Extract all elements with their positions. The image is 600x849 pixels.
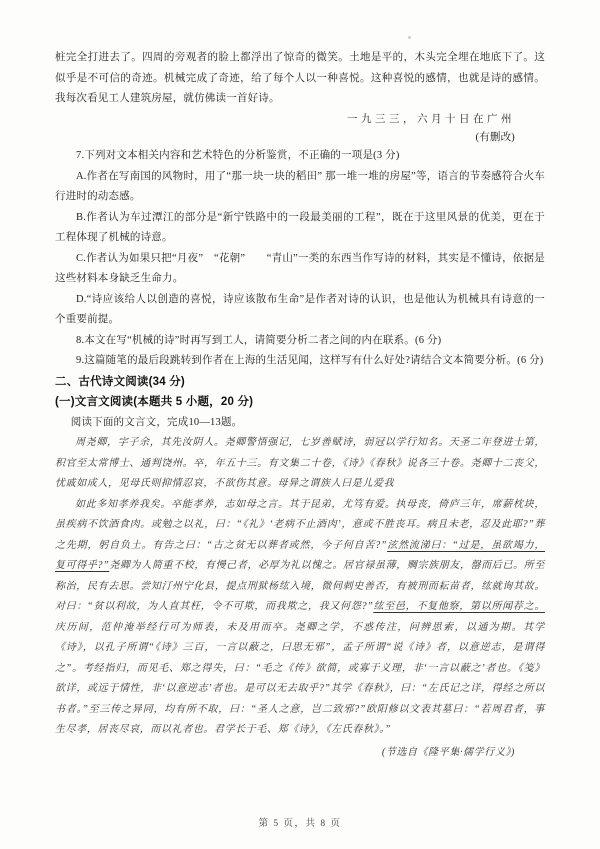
question-7-option-d: D.“诗应该给人以创造的喜悦，诗应该散布生命”是作者对诗的认识，也是他认为机械具有诗意的一个重要前提。 [55, 293, 545, 325]
passage-segment-3: 庆历间，范仲淹举经行可为师表，未及用而卒。尧卿之学，不惑传注，问辨思索，以通为期。其学《诗》，以孔子所谓“《诗》三百，一言以蔽之，曰思无邪”，孟子所谓“说《诗》者，以意逆志，是谓得之”。考经指归，而见毛、郑之得失，曰：“毛之《传》欲简，或寡于义理，非‘一言以蔽之’者也。《笺》欲详，或远于情性，非‘以意逆志’者也。是可以无去取乎?”其学《春秋》，曰：“左氏记之详，得经之所以书者。”至三传之异同，均有所不取，曰：“圣人之意，岂二致邪?”欧阳修以文表其墓曰：“若周君者，事生尽孝，居丧尽哀，而以礼者也。君学长于毛、郑《诗》，《左氏春秋》。” [55, 621, 545, 735]
section-two-heading: 二、古代诗文阅读(34 分) [55, 375, 185, 388]
passage-segment-1: 如此多知孝养我矣。卒能孝养，志如母之言。其于昆弟，尤笃有爱。执母丧，倚庐三年，席薪枕块，虽疾病不饮酒食肉。或勉之以礼，曰：“《礼》‘老病不止酒肉’，意或不胜丧耳。病且未老，忍及此耶?”葬之先期，躬自负土。有告之曰：“古之贫无以葬者或然，今子何自苦?” [55, 498, 545, 551]
question-7-option-a: A.作者在写南国的风物时，用了“那一块一块的稻田” 那一堆一堆的房屋”等，语言的节奏感符合火车行进时的动态感。 [55, 170, 545, 202]
question-7-option-c: C.作者认为如果只把“月夜” “花朝” “青山”一类的东西当作写诗的材料，其实是不懂诗，依据是这些材料本身缺乏生命力。 [55, 252, 545, 284]
page-content [55, 48, 545, 763]
reading-instruction: 阅读下面的文言文，完成10—13题。 [70, 416, 243, 428]
essay-continuation-paragraph: 桩完全打进去了。四周的旁观者的脸上都浮出了惊奇的微笑。土地是平的，木头完全埋在地底下了。这似乎是不可信的奇迹。机械完成了奇迹，给了每个人以一种喜悦。这种喜悦的感情，也就是诗的感情。我每次看见工人建筑房屋，就仿佛读一首好诗。 [55, 52, 545, 104]
classical-passage [55, 433, 545, 763]
classical-passage-paragraph-1: 周尧卿，字子余，其先汝阴人。尧卿警悟强记，七岁善赋诗，弱冠以学行知名。天圣二年登进士第，积官至太常博士、通判饶州。卒，年五十三。有文集二十卷，《诗》《春秋》说各三十卷。尧卿十二丧父，忧戚如成人，见母氏则抑情忍哀，不欲伤其意。母异之谓族人曰是儿爱我 [55, 437, 545, 489]
essay-edit-note: (有删改) [475, 132, 515, 143]
section-two-subheading: (一)文言文阅读(本题共 5 小题，20 分) [55, 396, 254, 408]
essay-date-line: 一九三三，六月十日在广州 [347, 113, 515, 125]
question-7-stem: 7.下列对文本相关内容和艺术特色的分析鉴赏，不正确的一项是(3 分) [76, 150, 400, 161]
passage-underlined-segment-1: 泫然流涕曰：“过是，虽欲竭力，复可得乎?” [55, 539, 545, 571]
passage-segment-2: 尧卿为人简重不校，有慢己者，必厚为礼以愧之。居官禄虽薄，赒宗族朋友，罄而后已。所至称治，民有去思。尝知汀州宁化县，提点刑狱杨纮入境，微伺刺史善否，有被刑而耘苗者，纮就询其故。对曰：“贫以利故，为人直其枉，令不可欺，而我欺之，我又何怨?” [55, 560, 545, 612]
question-9: 9.这篇随笔的最后段跳转到作者在上海的生活见闻，这样写有什么好处?请结合文本简要分析。(6 分) [76, 355, 544, 366]
scan-artifact-dot [408, 36, 411, 39]
page-footer: 第 5 页，共 8 页 [258, 819, 342, 829]
passage-underlined-segment-2: 纮至邑，不复他察，第以所闻荐之。 [373, 601, 545, 612]
classical-passage-paragraph-2 [55, 495, 545, 741]
question-7-option-b: B.作者认为车过潭江的部分是“新宁铁路中的一段最美丽的工程”，既在于这里风景的优美，更在于工程体现了机械的诗意。 [55, 211, 545, 243]
question-8: 8.本文在写“机械的诗”时再写到工人，请简要分析二者之间的内在联系。(6 分) [76, 334, 442, 346]
passage-source: (节选自《隆平集·儒学行义》) [381, 746, 515, 758]
